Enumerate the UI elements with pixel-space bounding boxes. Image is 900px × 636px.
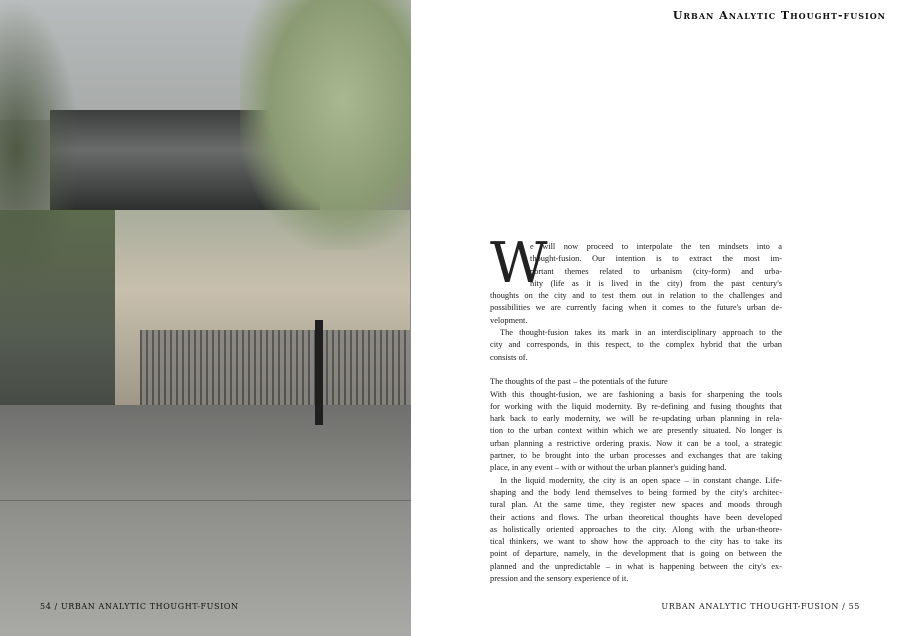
text-line: hark back to early modernity, we will be re-updating urban planning in rela-	[490, 414, 782, 424]
text-line: point of departure, namely, in the development that is going on between the	[490, 549, 782, 559]
text-line: possibilities we are currently facing when it comes to the future's urban de-	[490, 303, 782, 313]
text-line: as holistically oriented approaches to the city. Along with the urban-theore-	[490, 524, 782, 534]
text-line: city and corresponds, in this respect, to the complex hybrid that the urban	[490, 340, 782, 350]
text-line: With this thought-fusion, we are fashioning a basis for sharpening the tools	[490, 389, 782, 399]
text-line: velopment.	[490, 315, 528, 325]
street-photograph	[0, 0, 411, 636]
text-line: place, in any event – with or without the urban planner's guiding hand.	[490, 463, 727, 473]
bollard-post	[315, 320, 323, 425]
text-line: consists of.	[490, 352, 528, 362]
text-line: nity (life as it is lived in the city) from the past century's	[530, 278, 782, 288]
paragraph-2	[490, 327, 782, 364]
text-line: thought-fusion. Our intention is to extract the most im-	[530, 254, 782, 264]
text-line: tical thinkers, we want to show how the approach to the city has to take its	[490, 537, 782, 547]
left-page-folio: 54 / URBAN ANALYTIC THOUGHT-FUSION	[40, 602, 239, 611]
text-line: their actions and flows. The urban theoretical thoughts have been developed	[490, 512, 782, 522]
text-line: shaping and the body lend themselves to being formed by the city's architec-	[490, 487, 782, 497]
text-line: tion to the urban context within which we are presently situated. No longer is	[490, 426, 782, 436]
running-head: Urban Analytic Thought-fusion	[672, 9, 886, 22]
tree-foliage	[240, 0, 411, 250]
text-line: planned and the unpredictable – in what is happening between the city's ex-	[490, 561, 782, 571]
subheading: The thoughts of the past – the potentials of the future	[490, 377, 668, 387]
paragraph-3	[490, 389, 782, 475]
tree-foliage-left	[0, 0, 80, 300]
text-line: partner, to be brought into the urban processes and exchanges that are taking	[490, 451, 782, 461]
text-line: for working with the liquid modernity. By re-defining and fusing thoughts that	[490, 401, 782, 411]
text-line: pression and the sensory experience of it.	[490, 574, 629, 584]
text-line: In the liquid modernity, the city is an open space – in constant change. Life-	[500, 475, 782, 485]
text-line: e will now proceed to interpolate the ten mindsets into a	[530, 242, 782, 251]
text-line: portant themes related to urbanism (city-form) and urba-	[530, 266, 782, 276]
text-line: thoughts on the city and to test them out in relation to the challenges and	[490, 291, 782, 301]
railing	[140, 330, 410, 405]
paragraph-4	[490, 475, 782, 586]
right-page-folio: URBAN ANALYTIC THOUGHT-FUSION / 55	[661, 602, 860, 611]
drop-cap: W	[490, 231, 548, 296]
text-line: The thought-fusion takes its mark in an interdisciplinary approach to the	[500, 328, 782, 338]
paving-line	[0, 500, 411, 501]
body-text	[490, 231, 782, 585]
text-line: urban planning a restrictive ordering praxis. Now it can be a tool, a strategic	[490, 438, 782, 448]
text-line: tural plan. At the same time, they register new spaces and moods through	[490, 500, 782, 510]
